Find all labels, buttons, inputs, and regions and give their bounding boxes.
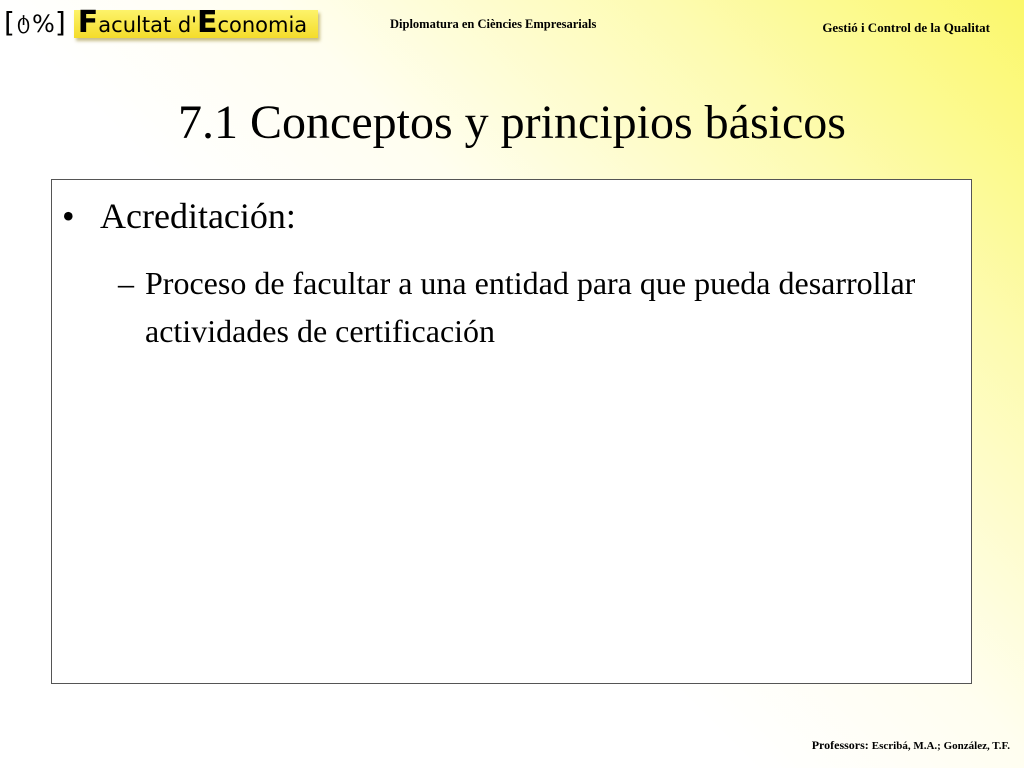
logo-name-part-2: conomia [217,13,308,37]
logo-left-bracket: [ [4,6,15,39]
logo-name-part-1: acultat d' [98,13,197,37]
logo-symbol: ტ [16,10,31,34]
bullet-text: Acreditación: [100,196,296,236]
footer-names: Escribá, M.A.; González, T.F. [871,740,1010,752]
logo-name [77,5,308,40]
footer-label: Professors: [811,738,872,752]
course-name: Diplomatura en Ciències Empresarials [390,17,597,31]
logo-name-cap-f: F [77,5,99,40]
bullet-marker: • [62,196,75,236]
faculty-logo [4,4,318,42]
logo-band [74,5,318,40]
sub-bullet-item [118,259,948,355]
bullet-item [62,196,296,236]
logo-right-bracket: ] [54,6,66,39]
footer-professors [812,738,1010,753]
logo-percent: % [32,10,55,38]
content-box [51,179,972,684]
subject-name: Gestió i Control de la Qualitat [822,20,990,35]
slide-title: 7.1 Conceptos y principios básicos [178,96,846,149]
logo-name-cap-e: E [196,5,218,40]
sub-bullet-marker: – [118,265,134,301]
sub-bullet-text: Proceso de facultar a una entidad para que pueda desarrollar actividades de certificación [145,265,916,349]
logo-mark-icon [4,6,66,39]
